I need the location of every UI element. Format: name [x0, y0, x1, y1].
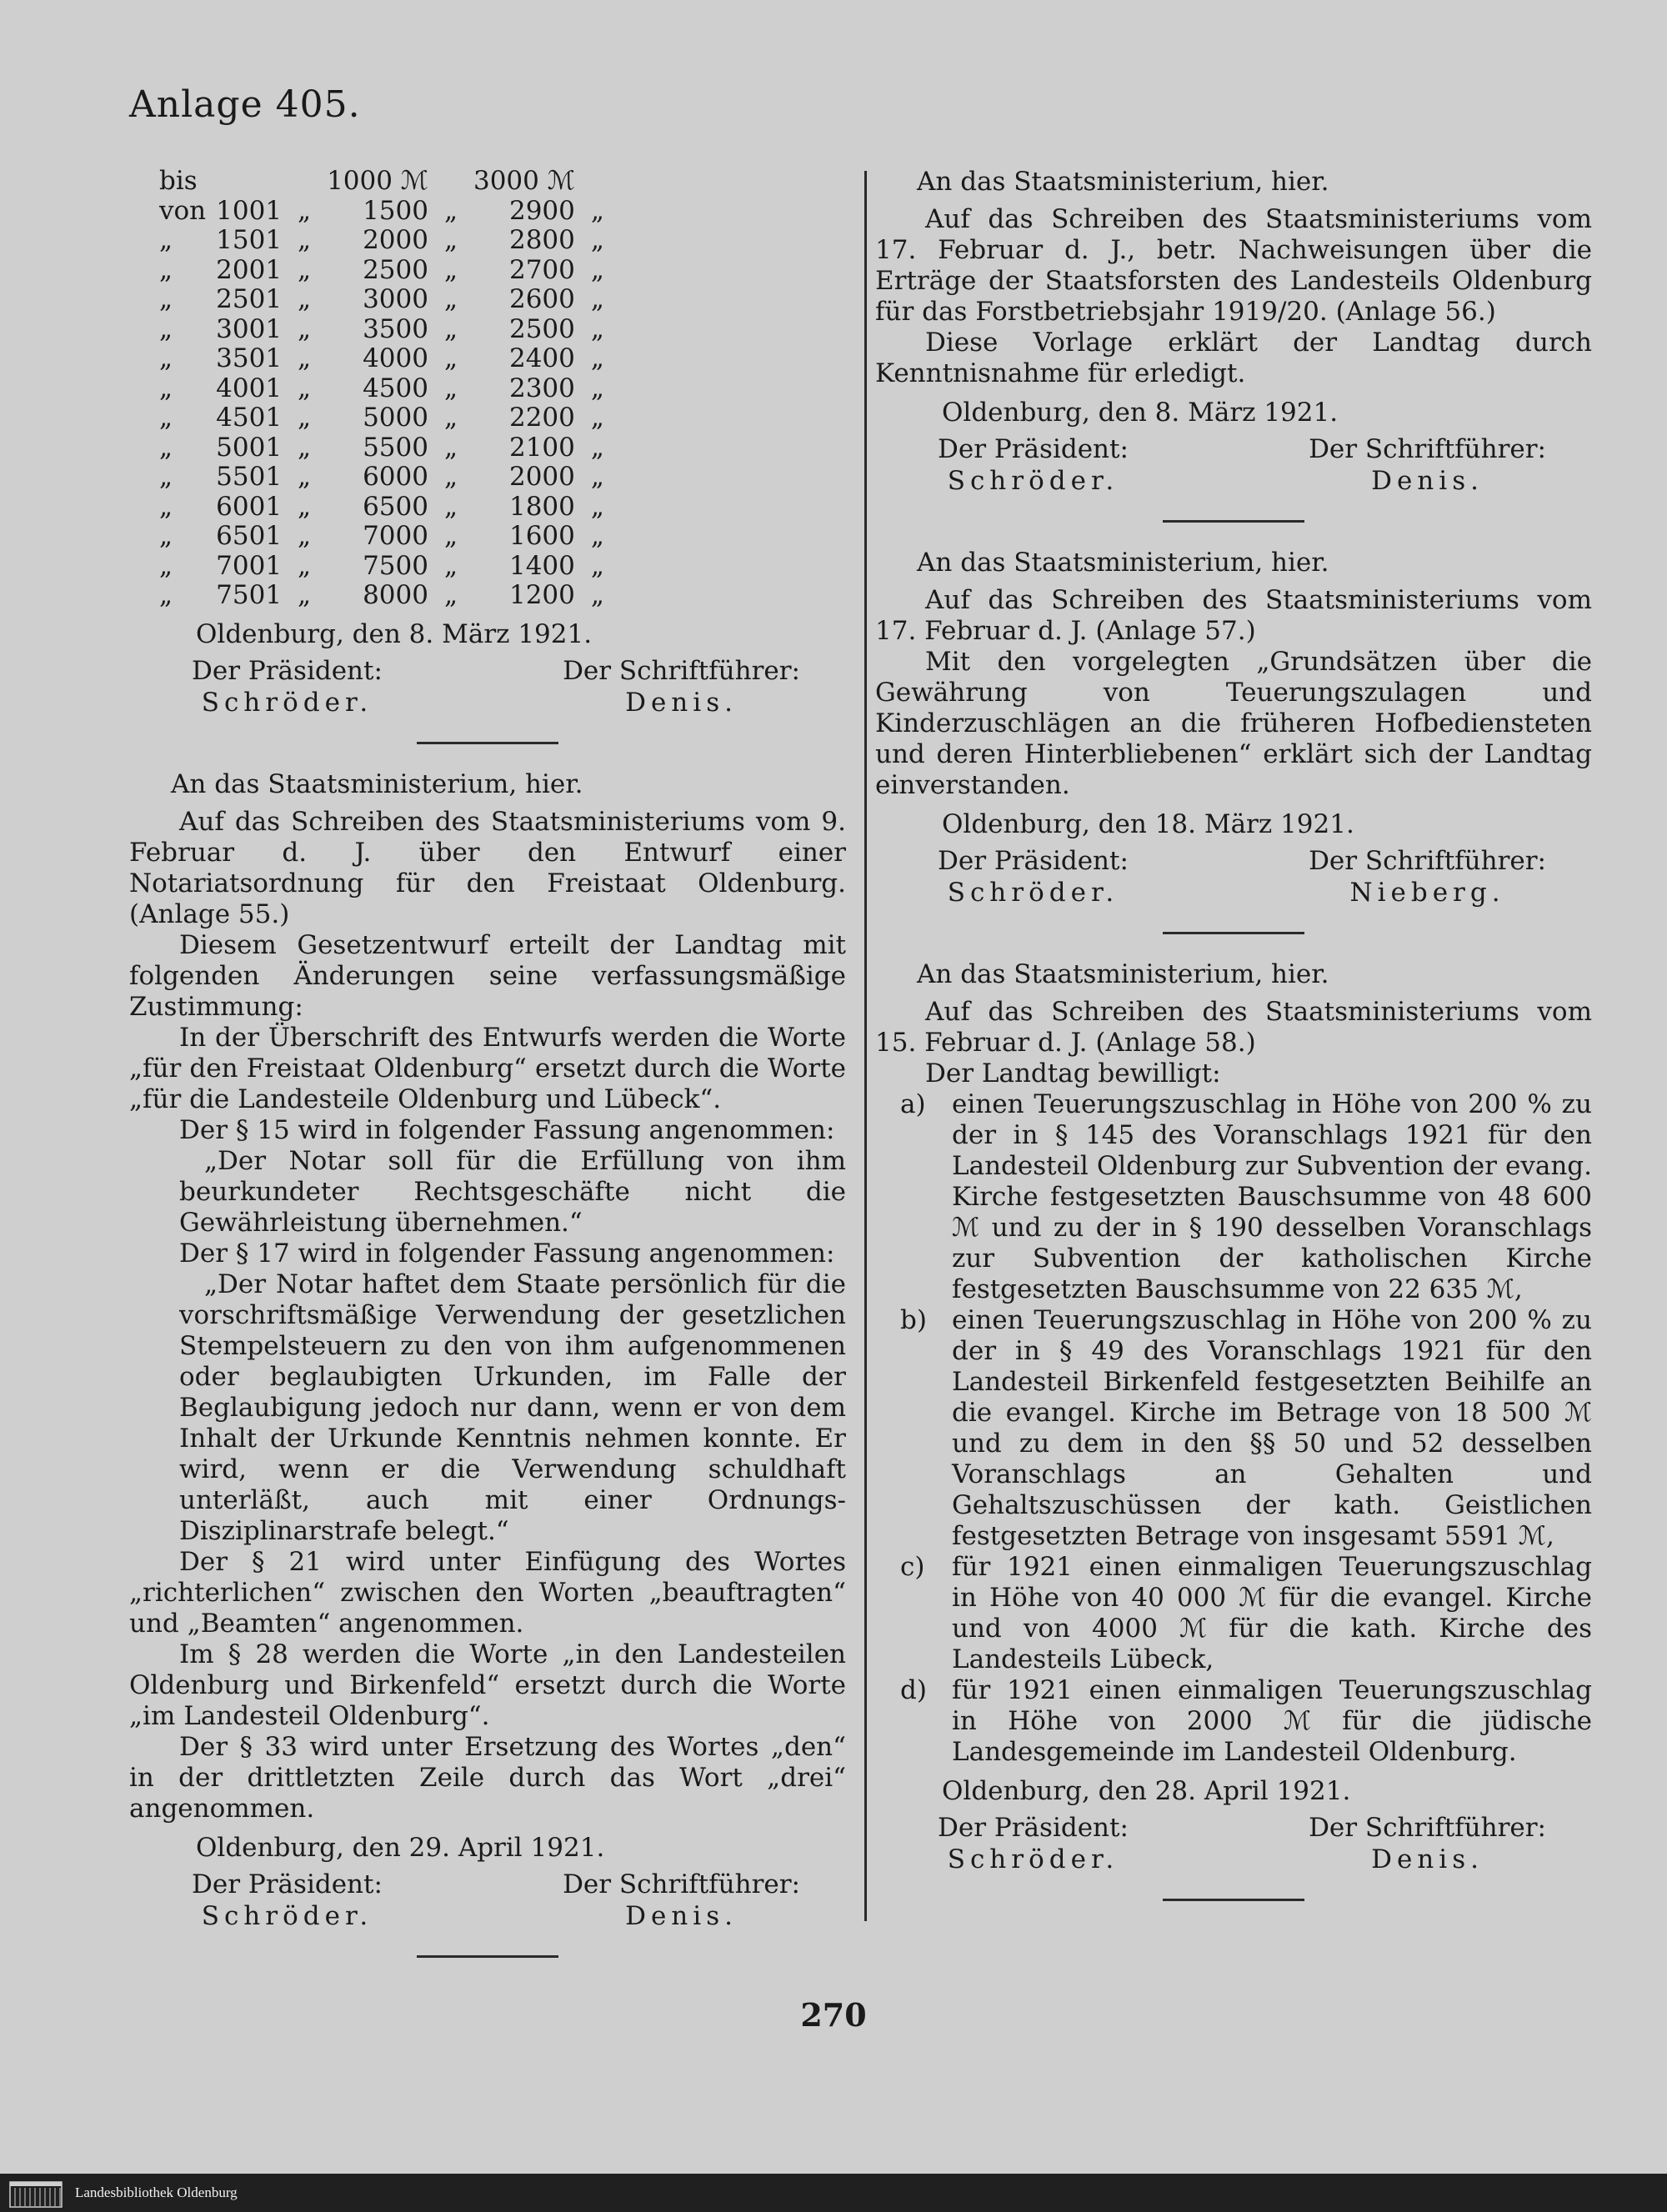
- rate-amount: 2700: [508, 254, 575, 285]
- section-signatures: [875, 433, 1592, 497]
- rate-low: 5001: [216, 432, 283, 463]
- rate-ditto: „: [590, 550, 604, 581]
- rate-ditto: „: [443, 313, 458, 344]
- rate-ditto: [580, 167, 615, 197]
- rate-low: 7501: [216, 580, 283, 610]
- rate-ditto: „: [443, 225, 458, 255]
- rates-row: [154, 552, 615, 582]
- president-title: Der Präsident:: [938, 434, 1129, 464]
- rate-low: 2501: [216, 284, 283, 314]
- section-paragraph: Auf das Schreiben des Staatsministeriums vom 15. Februar d. J. (Anlage 58.): [875, 997, 1592, 1058]
- secretary-name: Denis.: [1371, 466, 1484, 496]
- section-paragraph: Der Landtag bewilligt:: [925, 1058, 1221, 1088]
- rate-low: 7001: [216, 550, 283, 581]
- rate-amount: 1400: [508, 550, 575, 581]
- rate-from: „: [159, 550, 173, 581]
- rate-from: „: [159, 491, 173, 522]
- rate-ditto: „: [443, 432, 458, 463]
- rate-ditto: [433, 167, 468, 197]
- secretary-name: Nieberg.: [1349, 878, 1505, 908]
- rate-ditto: [287, 167, 322, 197]
- rates-row: [154, 315, 615, 345]
- rate-ditto: „: [443, 462, 458, 492]
- rate-from: von: [159, 195, 207, 226]
- secretary-signature: [1309, 845, 1546, 908]
- rate-high: 6500: [363, 491, 428, 522]
- president-name: Schröder.: [947, 1844, 1119, 1874]
- grant-item: [900, 1089, 1592, 1305]
- rate-high: 2000: [363, 225, 428, 255]
- rate-ditto: „: [443, 254, 458, 285]
- rate-low: 1001: [216, 195, 283, 226]
- section-address: An das Staatsministerium, hier.: [917, 167, 1329, 197]
- secretary-title: Der Schriftführer:: [563, 1869, 800, 1899]
- rate-ditto: „: [298, 225, 312, 255]
- grant-item-label: d): [900, 1675, 927, 1705]
- rate-high: 8000: [363, 580, 428, 610]
- quote-text: „Der Notar soll für die Erfüllung von ihm beurkundeter Rechtsgeschäfte nicht die Gewährleistung übernehmen.“: [179, 1145, 846, 1238]
- rates-date: Oldenburg, den 8. März 1921.: [196, 618, 593, 649]
- rate-high: 1500: [363, 195, 428, 226]
- rate-low: 4501: [216, 403, 283, 433]
- grant-item-label: c): [900, 1552, 925, 1582]
- library-footer: [0, 2174, 1667, 2212]
- section-date: Oldenburg, den 8. März 1921.: [942, 398, 1339, 428]
- rate-amount: 2500: [508, 313, 575, 344]
- grant-item-label: a): [900, 1089, 926, 1119]
- rate-amount: 1200: [508, 580, 575, 610]
- president-title: Der Präsident:: [938, 1813, 1129, 1843]
- section-paragraph: Im § 28 werden die Worte „in den Landesteilen Oldenburg und Birkenfeld“ ersetzt durch die Worte „im Landesteil Oldenburg“.: [129, 1639, 846, 1731]
- page-header: Anlage 405.: [129, 83, 361, 126]
- rate-ditto: „: [298, 343, 312, 373]
- rate-amount: 2800: [508, 225, 575, 255]
- rate-from: „: [159, 225, 173, 255]
- section-paragraph: Der § 15 wird in folgender Fassung angenommen:: [179, 1114, 835, 1145]
- quote-block: [129, 1146, 846, 1239]
- president-signature: [938, 1812, 1129, 1875]
- rate-high: 1000 ℳ: [327, 166, 428, 196]
- president-name: Schröder.: [201, 1900, 373, 1931]
- grant-item: [900, 1305, 1592, 1552]
- rate-ditto: „: [443, 343, 458, 373]
- rate-ditto: „: [298, 432, 312, 463]
- rate-ditto: „: [590, 313, 604, 344]
- rate-ditto: „: [443, 580, 458, 610]
- secretary-title: Der Schriftführer:: [1309, 434, 1546, 464]
- rate-from: „: [159, 254, 173, 285]
- rates-row: [154, 256, 615, 286]
- president-title: Der Präsident:: [938, 846, 1129, 876]
- rates-row: [154, 167, 615, 197]
- secretary-signature: [1309, 433, 1546, 497]
- grant-item: [900, 1675, 1592, 1768]
- section-paragraph: Der § 33 wird unter Ersetzung des Wortes „den“ in der drittletzten Zeile durch das Wort „drei“ angenommen.: [129, 1731, 846, 1824]
- rate-low: [211, 167, 287, 197]
- section-date: Oldenburg, den 18. März 1921.: [942, 809, 1354, 839]
- rate-high: 2500: [363, 254, 428, 285]
- rate-from: bis: [159, 166, 198, 196]
- secretary-title: Der Schriftführer:: [563, 655, 800, 686]
- section-address: An das Staatsministerium, hier.: [917, 959, 1329, 989]
- rate-amount: 2300: [508, 373, 575, 403]
- section-address: An das Staatsministerium, hier.: [917, 548, 1329, 578]
- rate-amount: 1600: [508, 521, 575, 551]
- rate-high: 7500: [363, 550, 428, 581]
- rate-amount: 2200: [508, 403, 575, 433]
- rates-row: [154, 285, 615, 315]
- president-name: Schröder.: [947, 466, 1119, 496]
- president-name: Schröder.: [201, 687, 373, 718]
- rates-row: [154, 493, 615, 523]
- section-paragraph: Der § 21 wird unter Einfügung des Wortes „richterlichen“ zwischen den Worten „beauftragten“ und „Beamten“ angenommen.: [129, 1546, 846, 1639]
- rate-ditto: „: [590, 580, 604, 610]
- rate-from: „: [159, 462, 173, 492]
- rate-ditto: „: [298, 491, 312, 522]
- rate-ditto: „: [590, 432, 604, 463]
- right-column: [875, 167, 1592, 1926]
- rate-high: 3000: [363, 284, 428, 314]
- left-column: [129, 167, 846, 1983]
- section-date: Oldenburg, den 28. April 1921.: [942, 1776, 1351, 1806]
- section-paragraph: In der Überschrift des Entwurfs werden die Worte „für den Freistaat Oldenburg“ ersetzt durch die Worte „für die Landesteile Oldenburg und Lübeck“.: [129, 1022, 846, 1114]
- rate-from: „: [159, 432, 173, 463]
- president-signature: [938, 845, 1129, 908]
- rate-low: 6001: [216, 491, 283, 522]
- section-anlage-55: [129, 769, 846, 1958]
- rate-ditto: „: [443, 521, 458, 551]
- section-paragraph: Auf das Schreiben des Staatsministeriums vom 17. Februar d. J. (Anlage 57.): [875, 585, 1592, 646]
- section-separator: [1163, 932, 1304, 934]
- rates-row: [154, 344, 615, 374]
- rate-from: „: [159, 373, 173, 403]
- secretary-name: Denis.: [625, 687, 738, 718]
- rates-row: [154, 581, 615, 611]
- section-separator: [1163, 1899, 1304, 1901]
- rate-amount: 2000: [508, 462, 575, 492]
- president-title: Der Präsident:: [192, 655, 383, 686]
- page-number: 270: [800, 1996, 867, 2034]
- rate-amount: 1800: [508, 491, 575, 522]
- rate-ditto: „: [443, 403, 458, 433]
- rate-ditto: „: [590, 343, 604, 373]
- rate-ditto: „: [443, 284, 458, 314]
- grant-item-text: einen Teuerungszuschlag in Höhe von 200 % zu der in § 145 des Voranschlags 1921 für den Landesteil Oldenburg zur Subvention der evang. Kirche festgesetzten Bauschsumme von 48 600 ℳ und zu der in § 190 desselben Voranschlags zur Subvention der katholischen Kirche festgesetzten Bauschsumme von 22 635 ℳ,: [952, 1089, 1592, 1304]
- rate-high: 4500: [363, 373, 428, 403]
- rate-ditto: „: [298, 580, 312, 610]
- rate-ditto: „: [298, 550, 312, 581]
- rates-row: [154, 433, 615, 463]
- rate-amount: 3000 ℳ: [473, 166, 575, 196]
- rate-from: „: [159, 403, 173, 433]
- president-signature: [192, 655, 383, 718]
- rate-ditto: „: [298, 313, 312, 344]
- grant-item: [900, 1552, 1592, 1675]
- president-signature: [192, 1869, 383, 1932]
- section-paragraph: Mit den vorgelegten „Grundsätzen über die Gewährung von Teuerungszulagen und Kinderzuschlägen an die früheren Hofbediensteten und deren Hinterbliebenen“ erklärt sich der Landtag einverstanden.: [875, 647, 1592, 800]
- secretary-name: Denis.: [625, 1900, 738, 1931]
- rates-signatures: [129, 655, 846, 718]
- rate-ditto: „: [443, 373, 458, 403]
- rate-from: „: [159, 580, 173, 610]
- rate-amount: 2600: [508, 284, 575, 314]
- grant-item-label: b): [900, 1305, 927, 1335]
- section-paragraph: Der § 17 wird in folgender Fassung angenommen:: [179, 1238, 835, 1269]
- rate-low: 4001: [216, 373, 283, 403]
- section-signatures: [129, 1869, 846, 1932]
- secretary-signature: [1309, 1812, 1546, 1875]
- secretary-name: Denis.: [1371, 1844, 1484, 1874]
- secretary-title: Der Schriftführer:: [1309, 846, 1546, 876]
- section-anlage-58: [875, 959, 1592, 1901]
- president-signature: [938, 433, 1129, 497]
- rate-ditto: „: [298, 254, 312, 285]
- section-signatures: [875, 1812, 1592, 1875]
- rate-ditto: „: [590, 284, 604, 314]
- section-separator: [417, 742, 558, 744]
- grant-item-text: für 1921 einen einmaligen Teuerungszuschlag in Höhe von 40 000 ℳ für die evangel. Kirche und von 4000 ℳ für die kath. Kirche des Landesteils Lübeck,: [952, 1552, 1592, 1674]
- rate-ditto: „: [590, 403, 604, 433]
- section-anlage-56: [875, 167, 1592, 523]
- rate-ditto: „: [298, 521, 312, 551]
- rate-ditto: „: [298, 462, 312, 492]
- president-title: Der Präsident:: [192, 1869, 383, 1899]
- rate-ditto: „: [590, 373, 604, 403]
- secretary-title: Der Schriftführer:: [1309, 1813, 1546, 1843]
- grant-item-text: für 1921 einen einmaligen Teuerungszuschlag in Höhe von 2000 ℳ für die jüdische Landesgemeinde im Landesteil Oldenburg.: [952, 1675, 1592, 1767]
- section-separator: [417, 1955, 558, 1958]
- rates-row: [154, 463, 615, 493]
- rate-ditto: „: [298, 403, 312, 433]
- rate-low: 3001: [216, 313, 283, 344]
- rate-low: 3501: [216, 343, 283, 373]
- section-paragraph: Diese Vorlage erklärt der Landtag durch Kenntnisnahme für erledigt.: [875, 328, 1592, 388]
- rate-from: „: [159, 284, 173, 314]
- section-address: An das Staatsministerium, hier.: [171, 768, 583, 799]
- section-paragraph: Diesem Gesetzentwurf erteilt der Landtag mit folgenden Änderungen seine verfassungsmäßige Zustimmung:: [129, 929, 846, 1022]
- rate-ditto: „: [443, 491, 458, 522]
- rate-ditto: „: [590, 254, 604, 285]
- rates-row: [154, 522, 615, 552]
- rate-ditto: „: [443, 550, 458, 581]
- rate-ditto: „: [590, 195, 604, 226]
- rates-table-body: [154, 167, 615, 611]
- rate-high: 5500: [363, 432, 428, 463]
- rates-table: [154, 167, 615, 611]
- section-separator: [1163, 520, 1304, 523]
- rate-high: 6000: [363, 462, 428, 492]
- section-anlage-57: [875, 548, 1592, 934]
- rate-low: 1501: [216, 225, 283, 255]
- library-name: Landesbibliothek Oldenburg: [75, 2184, 238, 2200]
- rate-amount: 2400: [508, 343, 575, 373]
- quote-block: [129, 1269, 846, 1547]
- rate-ditto: „: [298, 284, 312, 314]
- column-divider: [864, 171, 867, 1921]
- rate-high: 3500: [363, 313, 428, 344]
- secretary-signature: [563, 655, 800, 718]
- president-name: Schröder.: [947, 878, 1119, 908]
- section-date: Oldenburg, den 29. April 1921.: [196, 1832, 605, 1863]
- section-signatures: [875, 845, 1592, 908]
- grant-item-text: einen Teuerungszuschlag in Höhe von 200 % zu der in § 49 des Voranschlags 1921 für den Landesteil Birkenfeld festgesetzten Beihilfe an die evangel. Kirche im Betrage von 18 500 ℳ und zu dem in den §§ 50 und 52 desselben Voranschlags an Gehalten und Gehaltszuschüssen der kath. Geistlichen festgesetzten Betrage von insgesamt 5591 ℳ,: [952, 1305, 1592, 1551]
- rates-row: [154, 226, 615, 256]
- rates-row: [154, 374, 615, 404]
- rate-amount: 2900: [508, 195, 575, 226]
- rate-high: 5000: [363, 403, 428, 433]
- section-paragraph: Auf das Schreiben des Staatsministeriums vom 9. Februar d. J. über den Entwurf einer Notariatsordnung für den Freistaat Oldenburg. (Anlage 55.): [129, 806, 846, 929]
- rates-row: [154, 403, 615, 433]
- rate-ditto: „: [590, 491, 604, 522]
- rate-ditto: „: [590, 521, 604, 551]
- library-building-icon: [7, 2177, 65, 2209]
- rate-ditto: „: [443, 195, 458, 226]
- rate-from: „: [159, 343, 173, 373]
- rate-ditto: „: [298, 195, 312, 226]
- grant-items-list: [900, 1089, 1592, 1768]
- rate-low: 5501: [216, 462, 283, 492]
- rate-from: „: [159, 521, 173, 551]
- rate-ditto: „: [590, 225, 604, 255]
- rate-amount: 2100: [508, 432, 575, 463]
- rate-high: 4000: [363, 343, 428, 373]
- rate-ditto: „: [590, 462, 604, 492]
- quote-text: „Der Notar haftet dem Staate persönlich für die vorschriftsmäßige Verwendung der gesetzlichen Stempelsteuern zu den von ihm aufgenommenen oder beglaubigten Urkunden, im Falle der Beglaubigung jedoch nur dann, wenn er von dem Inhalt der Urkunde Kenntnis nehmen konnte. Er wird, wenn er die Verwendung schuldhaft unterläßt, auch mit einer Ordnungs-Disziplinarstrafe belegt.“: [179, 1269, 846, 1546]
- rate-low: 2001: [216, 254, 283, 285]
- rate-from: „: [159, 313, 173, 344]
- secretary-signature: [563, 1869, 800, 1932]
- section-paragraph: Auf das Schreiben des Staatsministeriums vom 17. Februar d. J., betr. Nachweisungen über die Erträge der Staatsforsten des Landesteils Oldenburg für das Forstbetriebsjahr 1919/20. (Anlage 56.): [875, 204, 1592, 327]
- rate-high: 7000: [363, 521, 428, 551]
- rates-row: [154, 197, 615, 227]
- rate-ditto: „: [298, 373, 312, 403]
- rate-low: 6501: [216, 521, 283, 551]
